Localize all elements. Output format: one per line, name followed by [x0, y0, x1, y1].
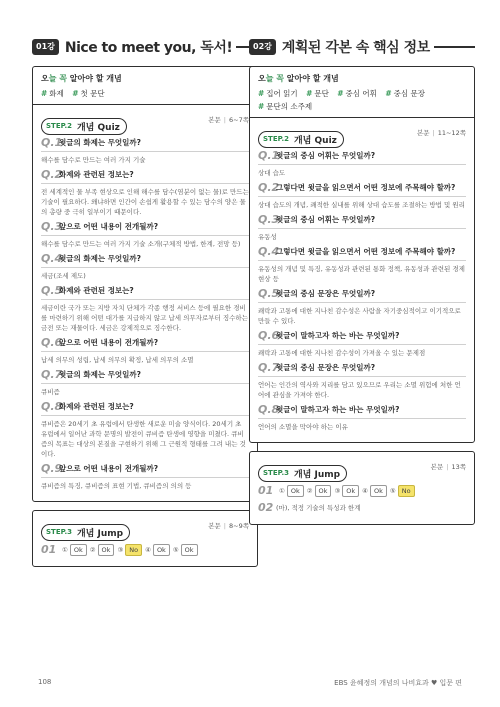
quiz-item [258, 214, 466, 242]
quiz-box [32, 104, 258, 502]
question-text: 윗글의 화제는 무엇일까? [59, 370, 142, 379]
hash-icon: # [258, 89, 265, 98]
hash-icon: # [306, 89, 313, 98]
question-text: 화제와 관련된 정보는? [59, 286, 134, 295]
divider [41, 183, 249, 184]
quiz-item [41, 337, 249, 365]
answer-text: 세금(조세 제도) [41, 272, 86, 280]
question-number: Q.4 [258, 245, 280, 258]
answer-text: 납세 의무의 성립, 납세 의무의 확정, 납세 의무의 소멸 [41, 356, 194, 364]
step-header [258, 460, 466, 478]
answer-text: 세금이란 국가 또는 지방 자치 단체가 각종 행정 서비스 등에 필요한 경비를 마련하기 위해 어떤 대가를 지급하지 않고 납세 의무자로부터 징수하는 금전 또는 재물이다. 세금은 강제적으로 징수한다. [41, 304, 248, 332]
concept-tag: # 중심 문장 [385, 89, 425, 98]
concept-box [32, 66, 258, 104]
answer-text: 전 세계적인 물 부족 현상으로 인해 해수를 담수(염분이 없는 물)로 만드는 기술이 필요하다. 왜냐하면 인간이 손쉽게 활용할 수 있는 담수의 양은 물의 총량 중 극히 일부이기 때문이다. [41, 188, 249, 216]
header-rule [434, 46, 475, 48]
question-number: Q.2 [258, 181, 280, 194]
page-reference: 본문 | 13쪽 [430, 463, 466, 471]
answer-text: 해수를 담수로 만드는 여러 가지 기술 [41, 156, 146, 164]
quiz-box [249, 117, 475, 443]
question-text: 윗글의 화제는 무엇일까? [59, 254, 142, 263]
step-header [41, 519, 249, 537]
divider [41, 383, 249, 384]
quiz-item [41, 463, 249, 491]
answer-text: 언어는 인간의 역사와 지리를 담고 있으므로 우리는 소멸 위험에 처한 언어에 관심을 가져야 한다. [258, 381, 461, 399]
page-number: 108 [38, 678, 52, 686]
answer-option: Ok [287, 485, 304, 497]
page-reference: 본문 | 8~9쪽 [208, 522, 249, 530]
question-number: Q.5 [258, 287, 280, 300]
step-header [41, 113, 249, 131]
question-text: 그렇다면 윗글을 읽으면서 어떤 정보에 주목해야 할까? [276, 247, 456, 256]
jump-box [32, 510, 258, 567]
quiz-item [258, 246, 466, 284]
concept-tag: # 화제 [41, 89, 64, 98]
step-label: STEP.2 [263, 135, 289, 143]
quiz-item [41, 285, 249, 333]
jump-answer-text: (마), 적정 기술의 특성과 한계 [276, 504, 361, 512]
answer-text: 유동성 [258, 233, 277, 241]
answer-option: Ok [370, 485, 387, 497]
quiz-item [41, 401, 249, 459]
divider [258, 196, 466, 197]
answer-option: Ok [70, 544, 87, 556]
lesson-badge: 02강 [249, 39, 276, 55]
lesson-title: Nice to meet you, 독서! [64, 40, 233, 56]
question-number: Q.6 [41, 336, 63, 349]
hash-icon: # [337, 89, 344, 98]
question-number: Q.5 [41, 284, 63, 297]
jump-answer-row: 01 ① Ok ② Ok ③ Ok ④ Ok ⑤ No [258, 484, 466, 497]
question-text: 윗글이 말하고자 하는 바는 무엇일까? [276, 405, 400, 414]
step-name: 개념 Jump [76, 528, 124, 539]
step-pill [258, 465, 347, 482]
question-text: 그렇다면 윗글을 읽으면서 어떤 정보에 주목해야 할까? [276, 183, 456, 192]
step-name: 개념 Quiz [293, 135, 337, 146]
step-label: STEP.3 [263, 469, 289, 477]
answer-text: 상대 습도의 개념, 쾌적한 실내를 위해 상대 습도를 조절하는 방법 및 원리 [258, 201, 465, 209]
question-number: Q.6 [258, 329, 280, 342]
question-text: 앞으로 어떤 내용이 전개될까? [59, 464, 159, 473]
lesson-badge: 01강 [32, 39, 59, 55]
page-reference: 본문 | 11~12쪽 [416, 129, 466, 137]
question-text: 윗글의 중심 어휘는 무엇일까? [276, 151, 376, 160]
divider [258, 376, 466, 377]
step-name: 개념 Jump [293, 469, 341, 480]
divider [258, 260, 466, 261]
jump-number: 01 [258, 484, 274, 497]
answer-option: Ok [342, 485, 359, 497]
step-header [258, 126, 466, 144]
day-header [32, 34, 258, 60]
question-text: 윗글의 중심 어휘는 무엇일까? [276, 215, 376, 224]
concept-tag: # 문단의 소주제 [258, 102, 313, 111]
jump-number: 02 [258, 501, 274, 514]
quiz-item [258, 330, 466, 358]
quiz-item [41, 169, 249, 217]
hash-icon: # [385, 89, 392, 98]
question-text: 화제와 관련된 정보는? [59, 402, 134, 411]
jump-answer-row: 01 ① Ok ② Ok ③ No ④ Ok ⑤ Ok [41, 543, 249, 556]
concept-tag: # 첫 문단 [72, 89, 105, 98]
answer-text: 유동성의 개념 및 특징, 유동성과 관련된 통화 정책, 유동성과 관련된 경제 현상 등 [258, 265, 465, 283]
page-reference: 본문 | 6~7쪽 [208, 116, 249, 124]
quiz-item [258, 362, 466, 400]
step-pill [41, 524, 130, 541]
question-number: Q.8 [41, 400, 63, 413]
step-name: 개념 Quiz [76, 122, 120, 133]
answer-text: 상대 습도 [258, 169, 286, 177]
quiz-item [258, 150, 466, 178]
concept-tag: # 중심 어휘 [337, 89, 377, 98]
answer-text: 큐비즘은 20세기 초 유럽에서 탄생한 새로운 미술 양식이다. 20세기 초 유럽에서 일어난 과학 문명의 발전이 큐비즘 탄생에 영향을 미쳤다. 큐비즘의 목표는 대상의 본질을 구현하기 위해 그 근원적 형태를 그려 내는 것이다. [41, 420, 246, 458]
quiz-item [41, 253, 249, 281]
answer-option: Ok [98, 544, 115, 556]
jump-answer-row [258, 501, 466, 514]
concept-box [249, 66, 475, 117]
hash-icon: # [72, 89, 79, 98]
concept-box-title: 오늘 꼭 알아야 할 개념 [41, 74, 122, 83]
answer-text: 해수를 담수로 만드는 여러 가지 기술 소개(구체적 방법, 한계, 전망 등) [41, 240, 241, 248]
question-number: Q.3 [258, 213, 280, 226]
divider [258, 418, 466, 419]
quiz-item [258, 182, 466, 210]
question-text: 화제와 관련된 정보는? [59, 170, 134, 179]
right-column [249, 34, 475, 525]
divider [41, 151, 249, 152]
quiz-item [41, 221, 249, 249]
book-title: EBS 윤혜정의 개념의 나비효과 ♥ 입문 편 [334, 679, 462, 687]
concept-box-title: 오늘 꼭 알아야 할 개념 [258, 74, 339, 83]
divider [41, 351, 249, 352]
question-number: Q.9 [41, 462, 63, 475]
question-text: 윗글의 화제는 무엇일까? [59, 138, 142, 147]
divider [258, 344, 466, 345]
question-text: 앞으로 어떤 내용이 전개될까? [59, 222, 159, 231]
quiz-item [41, 369, 249, 397]
question-text: 윗글이 말하고자 하는 바는 무엇일까? [276, 331, 400, 340]
step-label: STEP.3 [46, 528, 72, 536]
left-column [32, 34, 258, 567]
jump-box [249, 451, 475, 525]
question-number: Q.7 [41, 368, 63, 381]
answer-text: 큐비즘 [41, 388, 60, 396]
lesson-title: 계획된 각본 속 핵심 정보 [281, 40, 430, 56]
step-pill [41, 118, 127, 135]
answer-option: Ok [181, 544, 198, 556]
answer-text: 쾌락과 고통에 대한 지나친 감수성은 사람을 자기중심적이고 이기적으로 만들 수 있다. [258, 307, 461, 325]
divider [41, 299, 249, 300]
question-number: Q.3 [41, 220, 63, 233]
divider [258, 164, 466, 165]
question-text: 앞으로 어떤 내용이 전개될까? [59, 338, 159, 347]
answer-text: 언어의 소멸을 막아야 하는 이유 [258, 423, 348, 431]
quiz-item [258, 404, 466, 432]
answer-option: Ok [315, 485, 332, 497]
answer-option-highlighted: No [398, 485, 415, 497]
answer-text: 쾌락과 고통에 대한 지나친 감수성이 가져올 수 있는 문제점 [258, 349, 426, 357]
question-number: Q.2 [41, 168, 63, 181]
concept-tags [41, 87, 249, 100]
day-header [249, 34, 475, 60]
answer-text: 큐비즘의 특징, 큐비즘의 표현 기법, 큐비즘의 의의 등 [41, 482, 192, 490]
concept-tag: # 문단 [306, 89, 329, 98]
divider [258, 302, 466, 303]
divider [41, 267, 249, 268]
concept-tags [258, 87, 466, 113]
answer-option: Ok [153, 544, 170, 556]
question-number: Q.1 [41, 136, 63, 149]
divider [41, 235, 249, 236]
question-text: 윗글의 중심 문장은 무엇일까? [276, 363, 376, 372]
question-number: Q.8 [258, 403, 280, 416]
question-number: Q.4 [41, 252, 63, 265]
quiz-item [258, 288, 466, 326]
divider [41, 415, 249, 416]
jump-number: 01 [41, 543, 57, 556]
question-text: 윗글의 중심 문장은 무엇일까? [276, 289, 376, 298]
answer-option-highlighted: No [125, 544, 142, 556]
step-pill [258, 131, 344, 148]
hash-icon: # [258, 102, 265, 111]
step-label: STEP.2 [46, 122, 72, 130]
question-number: Q.1 [258, 149, 280, 162]
hash-icon: # [41, 89, 48, 98]
concept-tag: # 집어 읽기 [258, 89, 298, 98]
question-number: Q.7 [258, 361, 280, 374]
quiz-item [41, 137, 249, 165]
divider [258, 228, 466, 229]
divider [41, 477, 249, 478]
